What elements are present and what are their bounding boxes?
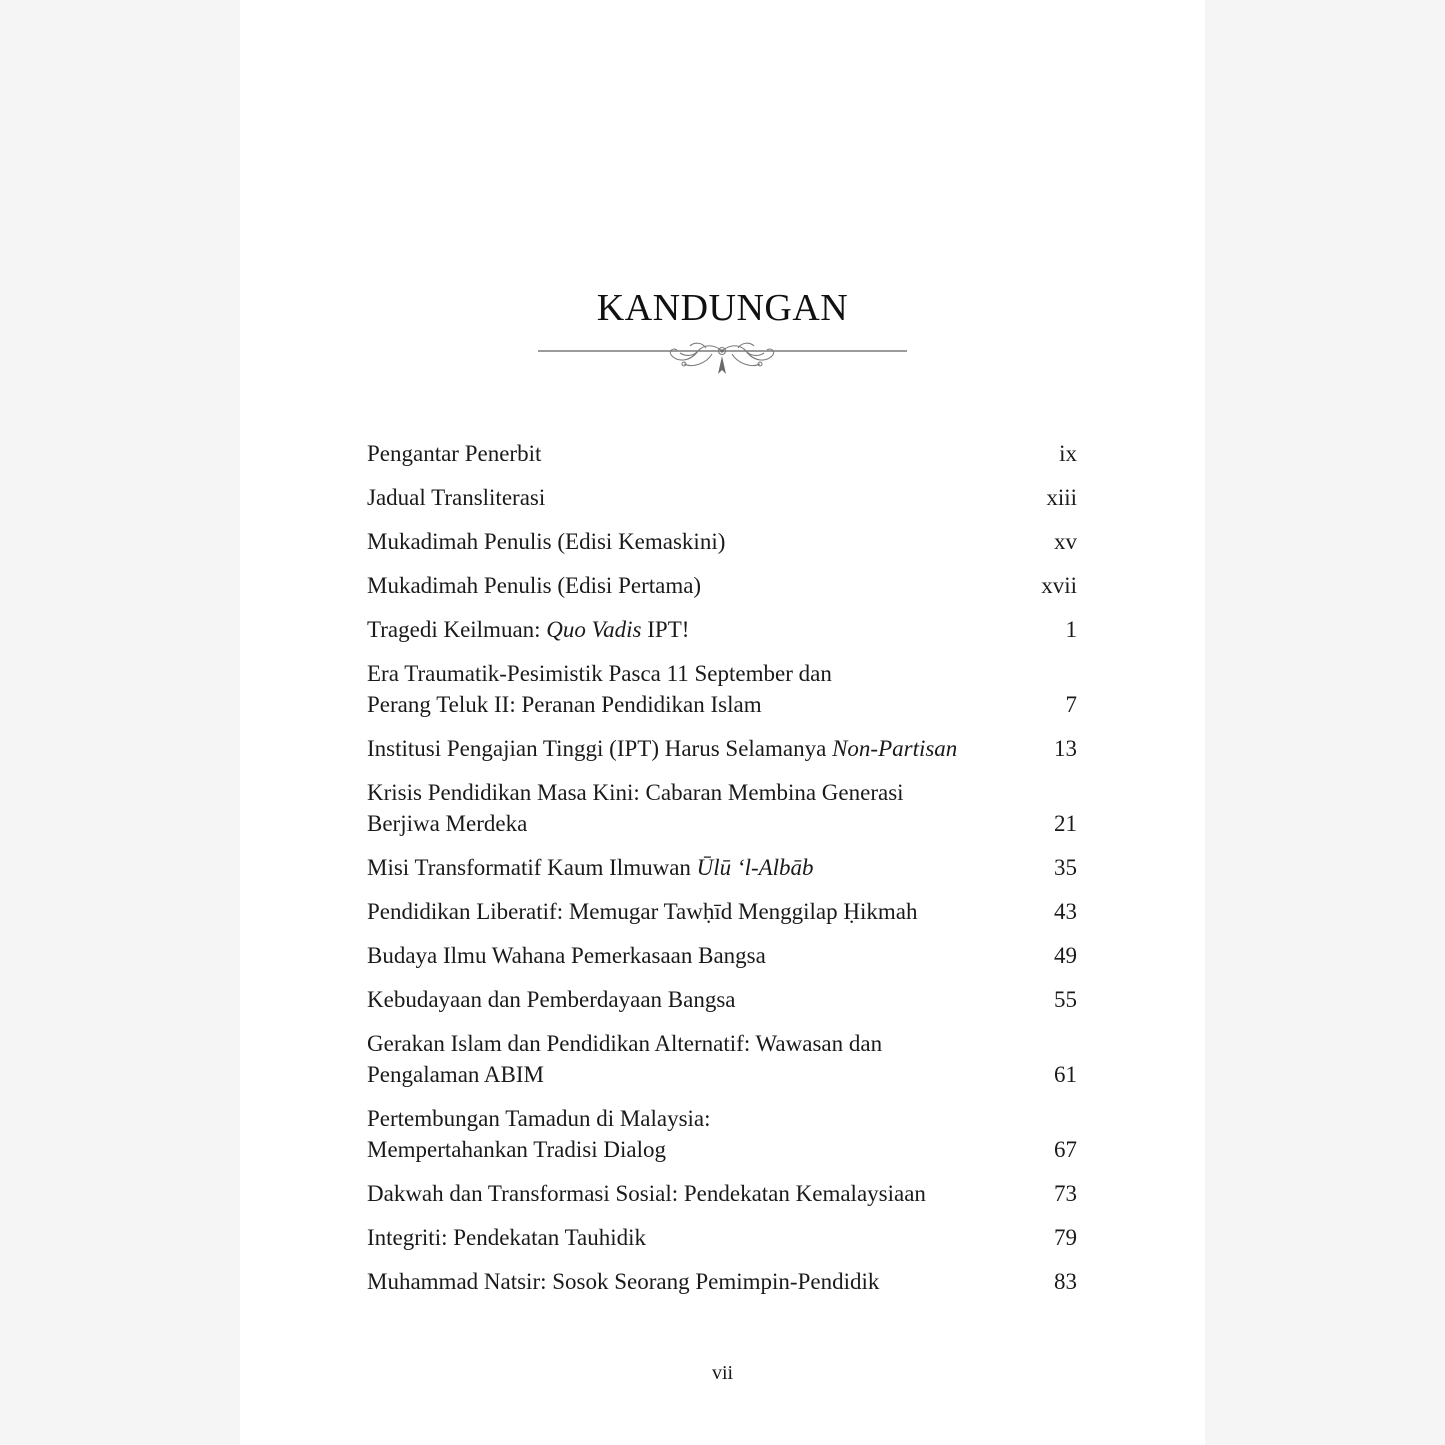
toc-entry-text: Pertembungan Tamadun di Malaysia:: [367, 1106, 711, 1131]
toc-entry-text: Tragedi Keilmuan:: [367, 617, 547, 642]
toc-entry: [367, 1103, 1077, 1165]
toc-entry-text: Institusi Pengajian Tinggi (IPT) Harus Selamanya: [367, 736, 833, 761]
toc-entry-page-number: 7: [1065, 692, 1077, 717]
toc-entry-page-number: ix: [1059, 441, 1077, 466]
toc-entry-title: [367, 852, 1054, 883]
toc-entry-title-line: [367, 570, 1021, 601]
toc-entry-title: [367, 733, 1054, 764]
toc-entry-text: Misi Transformatif Kaum Ilmuwan: [367, 855, 697, 880]
toc-entry-title-line: [367, 689, 1046, 720]
toc-entry-page-number: 73: [1054, 1181, 1077, 1206]
toc-entry: [367, 777, 1077, 839]
toc-entry-title-line: [367, 940, 1034, 971]
toc-entry-title-line: [367, 1028, 1034, 1059]
toc-entry-title-line: [367, 852, 1034, 883]
toc-entry-page-number: 35: [1054, 855, 1077, 880]
toc-entry-text: Mukadimah Penulis (Edisi Pertama): [367, 573, 702, 598]
toc-entry-page-number: 55: [1054, 987, 1077, 1012]
toc-entry-title: [367, 940, 1054, 971]
toc-entry-title: [367, 570, 1041, 601]
toc-entry-title-line: [367, 482, 1026, 513]
toc-entry-title: [367, 1178, 1054, 1209]
toc-entry: [367, 658, 1077, 720]
toc-entry: [367, 1266, 1077, 1297]
scroll-flourish-ornament-icon: [538, 340, 907, 384]
toc-entry-title-line: [367, 733, 1034, 764]
toc-entry-title: [367, 526, 1054, 557]
toc-entry-title: [367, 1103, 1054, 1165]
toc-entry-page-number: 43: [1054, 899, 1077, 924]
toc-entry-title-line: [367, 1103, 1034, 1134]
toc-entry: [367, 570, 1077, 601]
toc-entry: [367, 896, 1077, 927]
page-title: KANDUNGAN: [596, 287, 849, 329]
toc-entry: [367, 1028, 1077, 1090]
toc-entry-text: Budaya Ilmu Wahana Pemerkasaan Bangsa: [367, 943, 766, 968]
toc-entry-page-number: 1: [1065, 617, 1077, 642]
toc-entry-title: [367, 1028, 1054, 1090]
toc-entry-text: Dakwah dan Transformasi Sosial: Pendekatan Kemalaysiaan: [367, 1181, 926, 1206]
toc-entry-title: [367, 777, 1054, 839]
toc-entry-title-line: [367, 777, 1034, 808]
toc-entry-text: Era Traumatik-Pesimistik Pasca 11 September dan: [367, 661, 832, 686]
toc-entry-title: [367, 984, 1054, 1015]
toc-entry: [367, 733, 1077, 764]
toc-entry-page-number: xv: [1054, 529, 1077, 554]
toc-entry-text: Krisis Pendidikan Masa Kini: Cabaran Membina Generasi: [367, 780, 904, 805]
toc-entry: [367, 984, 1077, 1015]
toc-entry-title-line: [367, 1266, 1034, 1297]
toc-entry-text: Kebudayaan dan Pemberdayaan Bangsa: [367, 987, 736, 1012]
toc-entry: [367, 614, 1077, 645]
toc-entry-title: [367, 896, 1054, 927]
toc-entry-text: Pendidikan Liberatif: Memugar Tawḥīd Menggilap Ḥikmah: [367, 899, 918, 924]
toc-entry-page-number: 61: [1054, 1062, 1077, 1087]
toc-entry: [367, 852, 1077, 883]
toc-entry-italic-text: Ūlū ‘l-Albāb: [696, 855, 814, 880]
toc-entry-title-line: [367, 808, 1034, 839]
toc-entry-text: Mukadimah Penulis (Edisi Kemaskini): [367, 529, 726, 554]
table-of-contents: [367, 438, 1077, 1310]
toc-entry-text: Pengalaman ABIM: [367, 1062, 544, 1087]
toc-entry-text: Jadual Transliterasi: [367, 485, 546, 510]
toc-entry-title-line: [367, 438, 1039, 469]
toc-entry-text: Muhammad Natsir: Sosok Seorang Pemimpin-Pendidik: [367, 1269, 880, 1294]
toc-entry-title-line: [367, 526, 1034, 557]
toc-entry-italic-text: Non-Partisan: [832, 736, 958, 761]
toc-entry-text: Gerakan Islam dan Pendidikan Alternatif: Wawasan dan: [367, 1031, 883, 1056]
toc-entry-title: [367, 482, 1046, 513]
toc-entry-page-number: 79: [1054, 1225, 1077, 1250]
toc-entry-page-number: 21: [1054, 811, 1077, 836]
toc-entry-title: [367, 438, 1059, 469]
toc-entry-text: Integriti: Pendekatan Tauhidik: [367, 1225, 647, 1250]
toc-entry-text: Perang Teluk II: Peranan Pendidikan Islam: [367, 692, 762, 717]
toc-entry-title-line: [367, 1222, 1034, 1253]
toc-entry-page-number: 49: [1054, 943, 1077, 968]
toc-entry-title-line: [367, 984, 1034, 1015]
page-number-footer: vii: [711, 1362, 734, 1384]
toc-entry: [367, 482, 1077, 513]
toc-entry-page-number: xiii: [1046, 485, 1077, 510]
toc-entry-text: Mempertahankan Tradisi Dialog: [367, 1137, 666, 1162]
toc-entry: [367, 1222, 1077, 1253]
toc-entry-title-line: [367, 1178, 1034, 1209]
toc-entry-title: [367, 1222, 1054, 1253]
toc-entry-title-line: [367, 1059, 1034, 1090]
toc-entry-title-line: [367, 614, 1046, 645]
toc-entry-text: IPT!: [641, 617, 690, 642]
toc-entry: [367, 940, 1077, 971]
toc-entry-title: [367, 658, 1066, 720]
toc-entry-title-line: [367, 1134, 1034, 1165]
toc-entry-page-number: 67: [1054, 1137, 1077, 1162]
toc-entry-italic-text: Quo Vadis: [546, 617, 642, 642]
toc-entry-text: Pengantar Penerbit: [367, 441, 542, 466]
toc-entry-text: Berjiwa Merdeka: [367, 811, 528, 836]
toc-entry-title-line: [367, 896, 1034, 927]
toc-entry: [367, 1178, 1077, 1209]
toc-entry: [367, 526, 1077, 557]
toc-entry-page-number: xvii: [1041, 573, 1077, 598]
toc-entry-title-line: [367, 658, 1046, 689]
toc-entry: [367, 438, 1077, 469]
book-page: [240, 0, 1205, 1445]
toc-entry-page-number: 13: [1054, 736, 1077, 761]
toc-entry-title: [367, 614, 1066, 645]
toc-entry-page-number: 83: [1054, 1269, 1077, 1294]
toc-entry-title: [367, 1266, 1054, 1297]
